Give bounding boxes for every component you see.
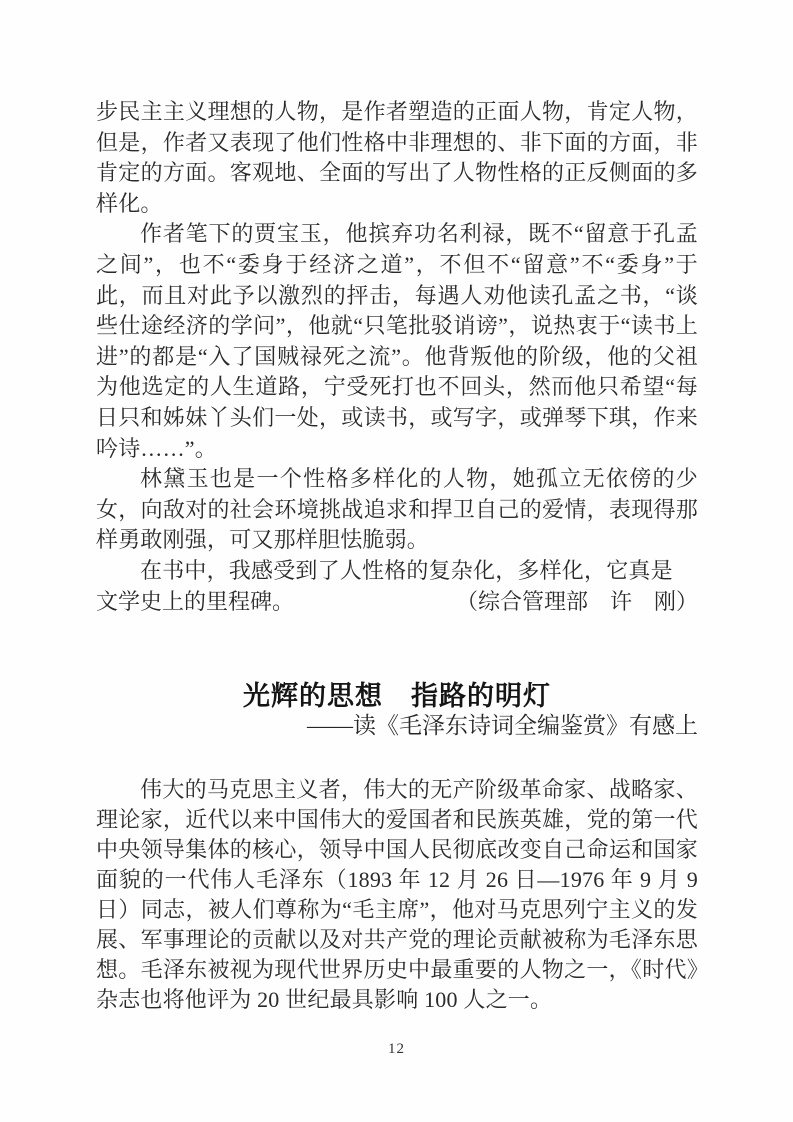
page-number: 12 — [388, 1041, 405, 1057]
article-title: 光辉的思想 指路的明灯 — [243, 681, 551, 711]
paragraph-daiyu: 林黛玉也是一个性格多样化的人物，她孤立无依傍的少女，向敌对的社会环境挑战追求和捍卫自己的爱情，表现得那样勇敢刚强，可又那样胆怯脆弱。 — [96, 466, 698, 553]
article-subtitle: ——读《毛泽东诗词全编鉴赏》有感上 — [307, 713, 698, 738]
closing-text: 文学史上的里程碑。 — [96, 588, 295, 614]
article-red-mansions — [96, 97, 698, 617]
paragraph-continuation: 步民主主义理想的人物，是作者塑造的正面人物，肯定人物，但是，作者又表现了他们性格中非理想的、非下面的方面，非肯定的方面。客观地、全面的写出了人物性格的正反侧面的多样化。 — [96, 99, 698, 216]
article-mao-header — [96, 681, 698, 741]
attribution: （综合管理部 许 刚） — [455, 588, 698, 614]
paragraph-mao-intro: 伟大的马克思主义者，伟大的无产阶级革命家、战略家、理论家，近代以来中国伟大的爱国者和民族英雄，党的第一代中央领导集体的核心，领导中国人民彻底改变自己命运和国家面貌的一代伟人毛泽东（1893 年 12 月 26 日—1976 年 9 月 9 日）同志，被人们尊称为“毛主席”，他对马克思列宁主义的发展、军事理论的贡献以及对共产党的理论贡献被称为毛泽东思想。毛泽东被视为现代世界历史中最重要的人物之一，《时代》杂志也将他评为 20 世纪最具影响 100 人之一。 — [96, 777, 698, 1012]
article-mao-body — [96, 775, 698, 1015]
paragraph-closing: 在书中，我感受到了人性格的复杂化，多样化，它真是 — [140, 557, 673, 583]
closing-row — [96, 587, 698, 618]
paragraph-baoyu: 作者笔下的贾宝玉，他摈弃功名利禄，既不“留意于孔孟之间”，也不“委身于经济之道”，不但不“留意”不“委身”于此，而且对此予以激烈的抨击，每遇人劝他读孔孟之书，“谈些仕途经济的学问”，他就“只笔批驳诮谤”，说热衷于“读书上进”的都是“入了国贼禄死之流”。他背叛他的阶级，他的父祖为他选定的人生道路，宁受死打也不回头，然而他只希望“每日只和姊妹丫头们一处，或读书，或写字，或弹琴下琪，作来吟诗……”。 — [96, 221, 698, 461]
